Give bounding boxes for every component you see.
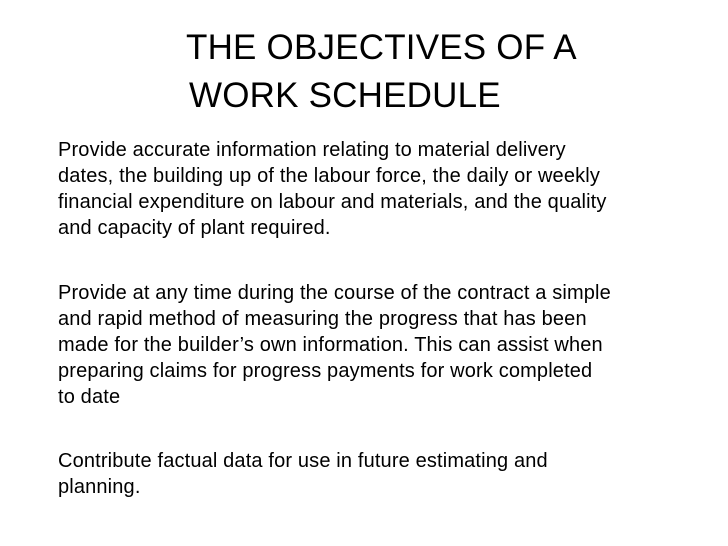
objective-paragraph-delivery-info bbox=[58, 137, 722, 241]
paragraph-line: to date bbox=[58, 386, 121, 408]
objective-paragraph-factual-data bbox=[58, 448, 722, 500]
objective-paragraph-progress-measurement bbox=[58, 280, 722, 410]
paragraph-line: planning. bbox=[58, 476, 141, 498]
paragraph-line: made for the builder’s own information. This can assist when bbox=[58, 334, 603, 356]
paragraph-line: financial expenditure on labour and materials, and the quality bbox=[58, 191, 607, 213]
title-line: THE OBJECTIVES OF A bbox=[186, 28, 577, 67]
paragraph-line: Contribute factual data for use in future estimating and bbox=[58, 450, 548, 472]
paragraph-line: dates, the building up of the labour force, the daily or weekly bbox=[58, 165, 600, 187]
paragraph-line: Provide accurate information relating to material delivery bbox=[58, 139, 566, 161]
paragraph-line: preparing claims for progress payments for work completed bbox=[58, 360, 593, 382]
title-line: WORK SCHEDULE bbox=[189, 76, 501, 115]
paragraph-line: Provide at any time during the course of the contract a simple bbox=[58, 282, 611, 304]
slide-title bbox=[186, 24, 706, 120]
paragraph-line: and capacity of plant required. bbox=[58, 217, 331, 239]
paragraph-line: and rapid method of measuring the progress that has been bbox=[58, 308, 587, 330]
